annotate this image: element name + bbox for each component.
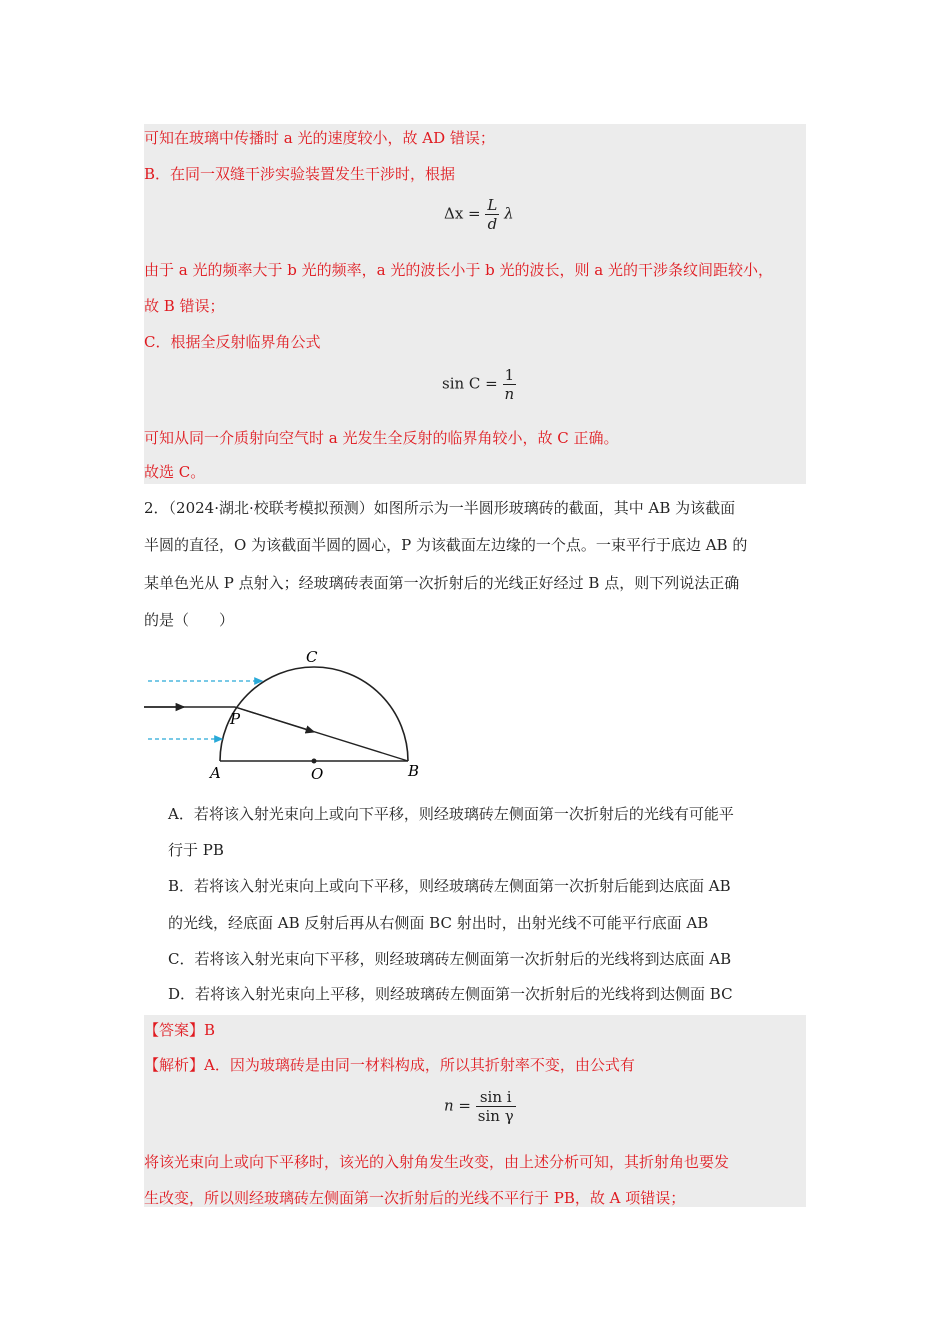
label-b: B — [408, 762, 420, 780]
analysis-tag: 【解析】 — [144, 1056, 205, 1074]
question-line-3: 某单色光从 P 点射入；经玻璃砖表面第一次折射后的光线正好经过 B 点，则下列说法正确 — [144, 574, 740, 592]
analysis-line-3: 生改变，所以则经玻璃砖左侧面第一次折射后的光线不平行于 PB，故 A 项错误； — [144, 1189, 686, 1207]
option-a-line-1: A．若将该入射光束向上或向下平移，则经玻璃砖左侧面第一次折射后的光线有可能平 — [168, 805, 734, 823]
solution-line-4: 故 B 错误； — [144, 297, 225, 315]
solution-line-1: 可知在玻璃中传播时 a 光的速度较小，故 AD 错误； — [144, 129, 495, 147]
answer-line: 【答案】B — [144, 1021, 216, 1039]
formula-critical-angle: sin C = $\frac{1}{n}$ — [442, 366, 515, 403]
label-a: A — [210, 764, 221, 782]
label-o: O — [311, 765, 324, 783]
refracted-arrow — [235, 707, 314, 732]
solution-line-7: 故选 C。 — [144, 463, 206, 481]
option-b-line-1: B．若将该入射光束向上或向下平移，则经玻璃砖左侧面第一次折射后能到达底面 AB — [168, 877, 731, 895]
option-b-line-2: 的光线，经底面 AB 反射后再从右侧面 BC 射出时，出射光线不可能平行底面 AB — [168, 914, 709, 932]
center-dot-o — [312, 759, 317, 764]
solution-line-2: B．在同一双缝干涉实验装置发生干涉时，根据 — [144, 165, 456, 183]
option-d: D．若将该入射光束向上平移，则经玻璃砖左侧面第一次折射后的光线将到达侧面 BC — [168, 985, 733, 1003]
formula-delta-x: Δx = $\frac{L}{d}$ λ — [444, 196, 514, 233]
analysis-line-1 — [144, 1055, 635, 1075]
solution-line-5: C．根据全反射临界角公式 — [144, 333, 321, 351]
semicircle-diagram — [140, 645, 440, 785]
question-line-1: 2．（2024·湖北·校联考模拟预测）如图所示为一半圆形玻璃砖的截面，其中 AB 为该截面 — [144, 499, 736, 517]
label-p: P — [230, 710, 241, 728]
solution-line-3: 由于 a 光的频率大于 b 光的频率，a 光的波长小于 b 光的波长，则 a 光的干涉条纹间距较小， — [144, 261, 773, 279]
analysis-text: A．因为玻璃砖是由同一材料构成，所以其折射率不变，由公式有 — [204, 1056, 635, 1074]
question-line-2: 半圆的直径，O 为该截面半圆的圆心，P 为该截面左边缘的一个点。一束平行于底边 AB 的 — [144, 536, 748, 554]
solution-line-6: 可知从同一介质射向空气时 a 光发生全反射的临界角较小，故 C 正确。 — [144, 429, 619, 447]
option-a-line-2: 行于 PB — [168, 841, 224, 859]
option-c: C．若将该入射光束向下平移，则经玻璃砖左侧面第一次折射后的光线将到达底面 AB — [168, 950, 732, 968]
analysis-line-2: 将该光束向上或向下平移时，该光的入射角发生改变，由上述分析可知，其折射角也要发 — [144, 1153, 730, 1171]
question-line-4: 的是（ ） — [144, 611, 235, 629]
formula-refractive-index: n = $\frac{\text{sin i}}{\text{sin γ}}$ — [444, 1088, 514, 1125]
label-c: C — [306, 648, 318, 666]
